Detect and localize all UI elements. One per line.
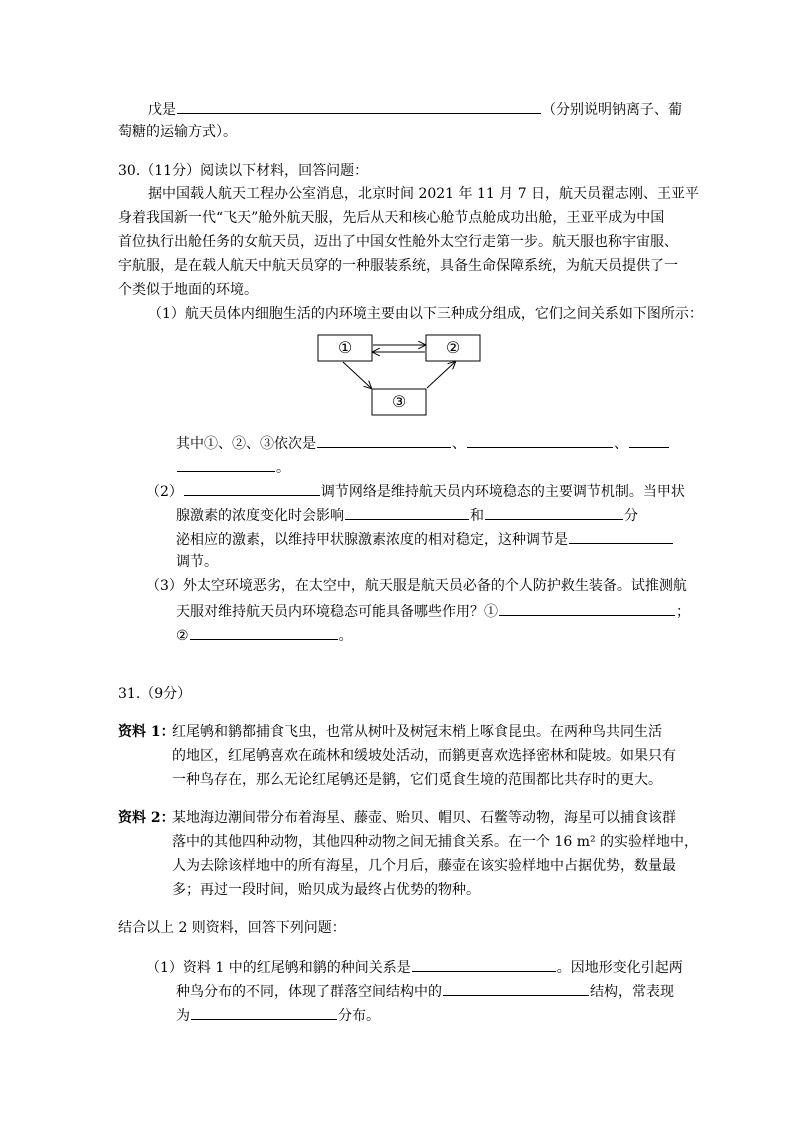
q31-sub1-line [176,1004,380,1026]
q30-header: 30.（11分）阅读以下材料，回答问题： [118,163,369,179]
paragraph-line: 据中国载人航天工程办公室消息，北京时间 2021 年 11 月 7 日，航天员翟志刚、王亚平 [148,186,700,202]
text: 种鸟分布的不同，体现了群落空间结构中的 [176,984,442,1000]
q30-sub2 [146,480,685,502]
text: 。 [338,628,353,644]
q31-sub1 [146,956,683,978]
material-2-line: 落中的其他四种动物，其他四种动物之间无捕食关系。在一个 16 m² 的实验样地中， [172,834,699,850]
q30-sub1-answer-cont [176,456,290,478]
inner-environment-diagram [0,0,794,430]
text: 为 [176,1008,190,1024]
material-2-line: 多；再过一段时间，贻贝成为最终占优势的物种。 [172,882,480,898]
material-2-label: 资料 2： [118,810,175,826]
answer-blank[interactable] [345,504,469,520]
text: （分别说明钠离子、葡 [542,102,682,118]
text: 天服对维持航天员内环境稳态可能具备哪些作用？① [176,604,498,620]
answer-blank[interactable] [184,480,320,496]
box-2-label: ② [445,338,461,357]
text: 、 [452,436,466,452]
text: 和 [470,508,484,524]
answer-blank[interactable] [629,432,669,448]
answer-blank[interactable] [317,432,451,448]
paragraph-line: 身着我国新一代“飞天”舱外航天服，先后从天和核心舱节点舱成功出舱，王亚平成为中国 [118,210,665,226]
text: ； [676,604,690,620]
text: 、 [614,436,628,452]
q30-sub2-line [176,504,638,526]
answer-blank[interactable] [191,1004,337,1020]
box-1-label: ① [337,338,353,357]
q30-sub2-line [176,528,674,550]
q31-instruction: 结合以上 2 则资料，回答下列问题： [118,920,346,936]
q31-sub1-line [176,980,674,1002]
text: ② [176,628,189,644]
material-1-line: 的地区，红尾鸲喜欢在疏林和缓坡处活动，而鹟更喜欢选择密林和陡坡。如果只有 [172,748,676,764]
answer-blank[interactable] [467,432,613,448]
q30-sub1: （1）航天员体内细胞生活的内环境主要由以下三种成分组成，它们之间关系如下图所示： [148,306,703,322]
answer-blank[interactable] [499,600,675,616]
answer-blank[interactable] [569,528,673,544]
q30-sub3-line [176,624,353,646]
q30-sub3-line [176,600,690,622]
arrow-3-to-2 [427,362,455,388]
material-1-line: 红尾鸲和鹟都捕食飞虫，也常从树叶及树冠末梢上啄食昆虫。在两种鸟共同生活 [172,724,662,740]
q30-sub3: （3）外太空环境恶劣，在太空中，航天服是航天员必备的个人防护救生装备。试推测航 [146,578,687,594]
text: 。 [276,460,290,476]
material-1-label: 资料 1： [118,724,175,740]
material-1-line: 一种鸟存在，那么无论红尾鸲还是鹟，它们觅食生境的范围都比共存时的更大。 [172,772,662,788]
text-line: 萄糖的运输方式）。 [118,124,237,140]
answer-blank[interactable] [412,956,556,972]
text: 戊是 [148,102,176,118]
text: 腺激素的浓度变化时会影响 [176,508,344,524]
paragraph-line: 宇航服，是在载人航天中航天员穿的一种服装系统，具备生命保障系统，为航天员提供了一 [118,258,678,274]
q31-header: 31.（9分） [118,686,192,702]
answer-blank[interactable] [443,980,589,996]
q30-sub2-line: 调节。 [176,554,218,570]
answer-blank[interactable] [485,504,623,520]
text: 。因地形变化引起两 [556,960,683,976]
box-3-label: ③ [391,392,407,411]
material-2-line: 某地海边潮间带分布着海星、藤壶、贻贝、帽贝、石鳖等动物，海星可以捕食该群 [172,810,676,826]
text: 结构，常表现 [590,984,674,1000]
answer-blank[interactable] [190,624,338,640]
text: 调节网络是维持航天员内环境稳态的主要调节机制。当甲状 [320,484,685,500]
text: 泌相应的激素，以维持甲状腺激素浓度的相对稳定，这种调节是 [176,532,568,548]
arrow-1-to-3 [343,362,371,388]
answer-blank[interactable] [177,456,275,472]
paragraph-line: 个类似于地面的环境。 [118,282,258,298]
text: 分 [624,508,638,524]
q30-sub1-answer [176,432,670,454]
text: 其中①、②、③依次是 [176,436,316,452]
text: （1）资料 1 中的红尾鸲和鹟的种间关系是 [146,960,411,976]
text: （2） [146,484,183,500]
paragraph-line: 首位执行出舱任务的女航天员，迈出了中国女性舱外太空行走第一步。航天服也称宇宙服、 [118,234,678,250]
material-2-line: 人为去除该样地中的所有海星，几个月后，藤壶在该实验样地中占据优势，数量最 [172,858,676,874]
text: 分布。 [338,1008,380,1024]
